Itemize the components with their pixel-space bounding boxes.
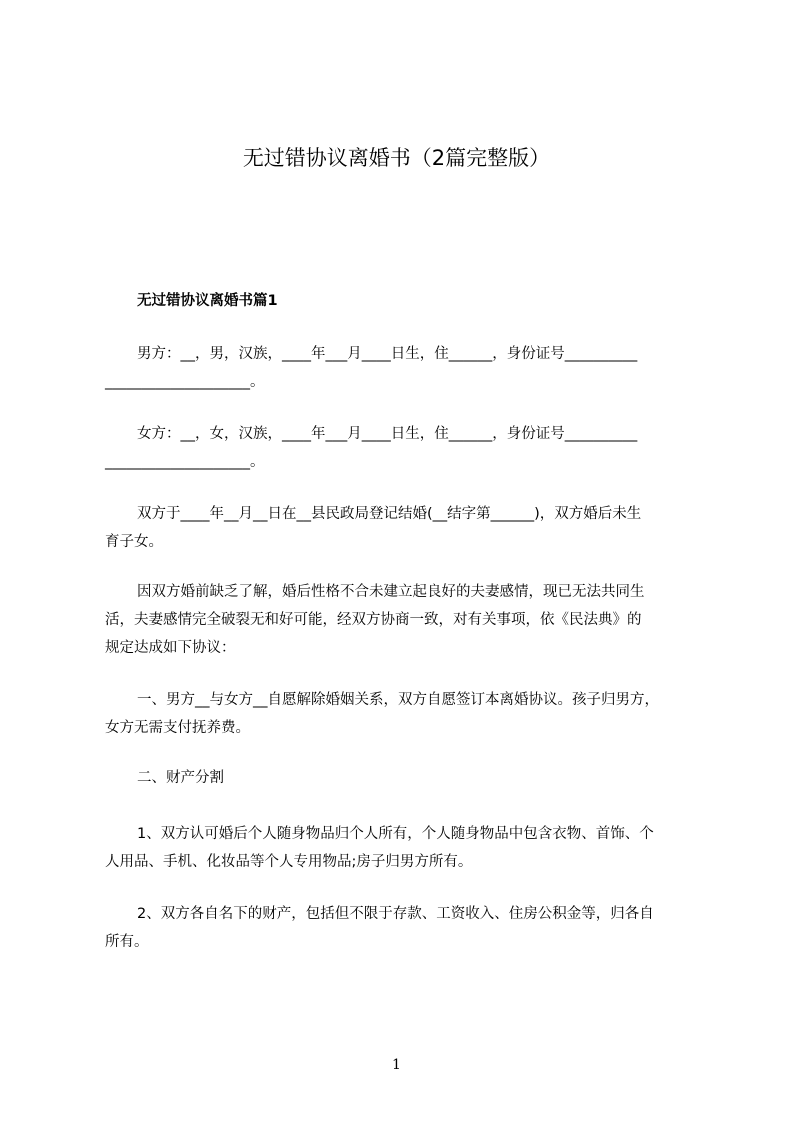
paragraph-line: 女方：__，女，汉族，____年___月____日生，住______，身份证号__________ [137,426,638,442]
paragraph-line: 男方：__，男，汉族，____年___月____日生，住______，身份证号__________ [137,346,638,362]
paragraph-male-party [105,340,705,396]
paragraph-line: 1、双方认可婚后个人随身物品归个人所有，个人随身物品中包含衣物、首饰、个 [137,826,654,842]
paragraph-line: ____________________。 [105,454,265,470]
page-number: 1 [392,1057,401,1073]
paragraph-line: 活，夫妻感情完全破裂无和好可能，经双方协商一致，对有关事项，依《民法典》的 [105,612,642,628]
paragraph-line: 人用品、手机、化妆品等个人专用物品;房子归男方所有。 [105,854,473,870]
paragraph-marriage-registration [105,500,705,556]
paragraph-clause-2-heading [105,764,705,792]
paragraph-clause-2-1 [105,820,705,876]
paragraph-female-party [105,420,705,476]
paragraph-line: ____________________。 [105,374,265,390]
paragraph-reason [105,578,705,662]
paragraph-line: 二、财产分割 [137,770,224,786]
section-title: 无过错协议离婚书篇1 [137,293,278,309]
paragraph-clause-2-2 [105,900,705,956]
paragraph-line: 2、双方各自名下的财产，包括但不限于存款、工资收入、住房公积金等，归各自 [137,906,654,922]
paragraph-clause-1 [105,686,705,742]
paragraph-line: 规定达成如下协议： [105,640,236,656]
paragraph-line: 所有。 [105,934,149,950]
paragraph-line: 一、男方__与女方__自愿解除婚姻关系，双方自愿签订本离婚协议。孩子归男方， [137,692,659,708]
paragraph-line: 育子女。 [105,534,163,550]
paragraph-line: 因双方婚前缺乏了解，婚后性格不合未建立起良好的夫妻感情，现已无法共同生 [137,584,645,600]
paragraph-line: 双方于____年__月__日在__县民政局登记结婚(__结字第______)，双方婚后未生 [137,506,642,522]
document-title: 无过错协议离婚书（2篇完整版） [242,146,551,170]
paragraph-line: 女方无需支付抚养费。 [105,720,250,736]
